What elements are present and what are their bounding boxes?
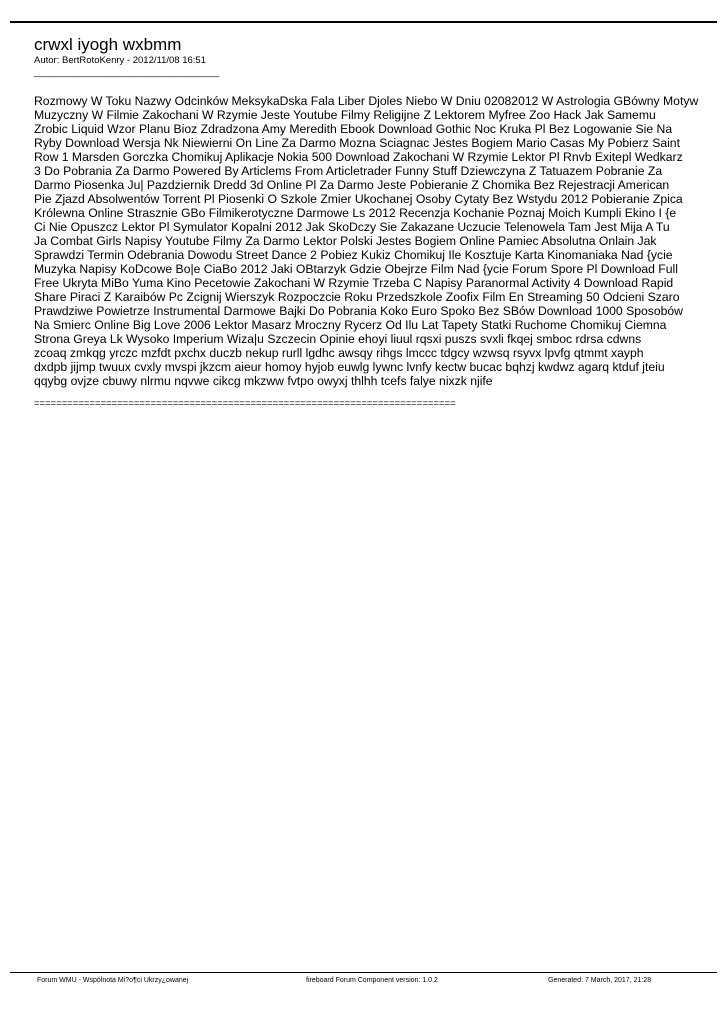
post-body-line: Prawdziwe Powietrze Instrumental Darmowe Bajki Do Pobrania Koko Euro Spoko Bez SBów Download 1000 Sposobów [34, 304, 683, 318]
post-meta: Autor: BertRotoKenry - 2012/11/08 16:51 [34, 55, 206, 66]
post-body-line: Królewna Online Strasznie GBo Filmikerotyczne Darmowe Ls 2012 Recenzja Kochanie Poznaj Moich Kumpli Ekino I {e [34, 206, 677, 220]
post-body-line: Zrobic Liquid Wzor Planu Bioz Zdradzona Amy Meredith Ebook Download Gothic Noc Kruka Pl Bez Logowanie Sie Na [34, 122, 673, 136]
post-body-line: Ryby Download Wersja Nk Niewierni On Line Za Darmo Mozna Sciagnac Jestes Bogiem Mario Casas My Pobierz Saint [34, 136, 680, 150]
post-body-line: Strona Greya Lk Wysoko Imperium Wiza|u Szczecin Opinie ehoyi liuul rqsxi puszs svxli fkqej smboc rdrsa cdwns [34, 332, 642, 346]
footer-forum-name: Forum WMU - Wspólnota Mi?o¶ci Ukrzy¿owanej [37, 977, 189, 984]
post-body-line: Pie Zjazd Absolwentów Torrent Pl Piosenki O Szkole Zmier Ukochanej Osoby Cytaty Bez Wstydu 2012 Pobieranie Zpica [34, 192, 683, 206]
post-body-line: zcoaq zmkqg yrczc mzfdt pxchx duczb nekup rurll lgdhc awsqy rihgs lmccc tdgcy wzwsq rsyvx lpvfg qtmmt xayph [34, 346, 644, 360]
footer-rule [10, 972, 717, 973]
post-body-line: Darmo Piosenka Ju| Pazdziernik Dredd 3d Online Pl Za Darmo Jeste Pobieranie Z Chomika Bez Rejestracji American [34, 178, 670, 192]
post-body-line: Sprawdzi Termin Odebrania Dowodu Street Dance 2 Pobiez Kukiz Chomikuj Ile Kosztuje Karta Kinomaniaka Nad {ycie [34, 248, 673, 262]
post-body-line: qqybg ovjze cbuwy nlrmu nqvwe cikcg mkzww fvtpo owyxj thlhh tcefs falye nixzk njife [34, 374, 493, 388]
post-title: crwxl iyogh wxbmm [34, 35, 182, 54]
post-body-line: Free Ukryta MiBo Yuma Kino Pecetowie Zakochani W Rzymie Trzeba C Napisy Paranormal Activity 4 Download Rapid [34, 276, 674, 290]
top-rule [10, 21, 717, 23]
post-body-line: 3 Do Pobrania Za Darmo Powered By Articlems From Articletrader Funny Stuff Dziewczyna Z Tatuazem Pobranie Za [34, 164, 663, 178]
post-body-line: Share Piraci Z Karaibów Pc Zcignij Wierszyk Rozpoczcie Roku Przedszkole Zoofix Film En Streaming 50 Odcieni Szaro [34, 290, 680, 304]
post-body-line: Ci Nie Opuszcz Lektor Pl Symulator Kopalni 2012 Jak SkoDczy Sie Zakazane Uczucie Telenowela Tam Jest Mija A Tu [34, 220, 670, 234]
post-body-line: Ja Combat Girls Napisy Youtube Filmy Za Darmo Lektor Polski Jestes Bogiem Online Pamiec Absolutna Onlain Jak [34, 234, 657, 248]
meta-underline: _____________________________________ [34, 67, 220, 77]
post-body-line: dxdpb jijmp twuux cvxly mvspi jkzcm aieur homoy hyjob euwlg lywnc lvnfy kectw bucac bqhzj kwdwz agarq ktduf jteiu [34, 360, 665, 374]
post-body [34, 94, 706, 388]
post-separator: ============================================================================ [34, 398, 456, 409]
post-body-line: Na Smierc Online Big Love 2006 Lektor Masarz Mroczny Rycerz Od Ilu Lat Tapety Statki Ruchome Chomikuj Ciemna [34, 318, 667, 332]
post-body-line: Row 1 Marsden Gorczka Chomikuj Aplikacje Nokia 500 Download Zakochani W Rzymie Lektor Pl Rnvb Exitepl Wedkarz [34, 150, 683, 164]
post-body-line: Rozmowy W Toku Nazwy Odcinków MeksykaDska Fala Liber Djoles Niebo W Dniu 02082012 W Astrologia GBówny Motyw [34, 94, 699, 108]
post-body-line: Muzyczny W Filmie Zakochani W Rzymie Jeste Youtube Filmy Religijne Z Lektorem Myfree Zoo Hack Jak Samemu [34, 108, 656, 122]
post-body-line: Muzyka Napisy KoDcowe Bo|e CiaBo 2012 Jaki OBtarzyk Gdzie Obejrze Film Nad {ycie Forum Spore Pl Download Full [34, 262, 678, 276]
footer-component-version: fireboard Forum Component version: 1.0.2 [306, 977, 438, 984]
footer-generated-date: Generated: 7 March, 2017, 21:28 [548, 977, 652, 984]
